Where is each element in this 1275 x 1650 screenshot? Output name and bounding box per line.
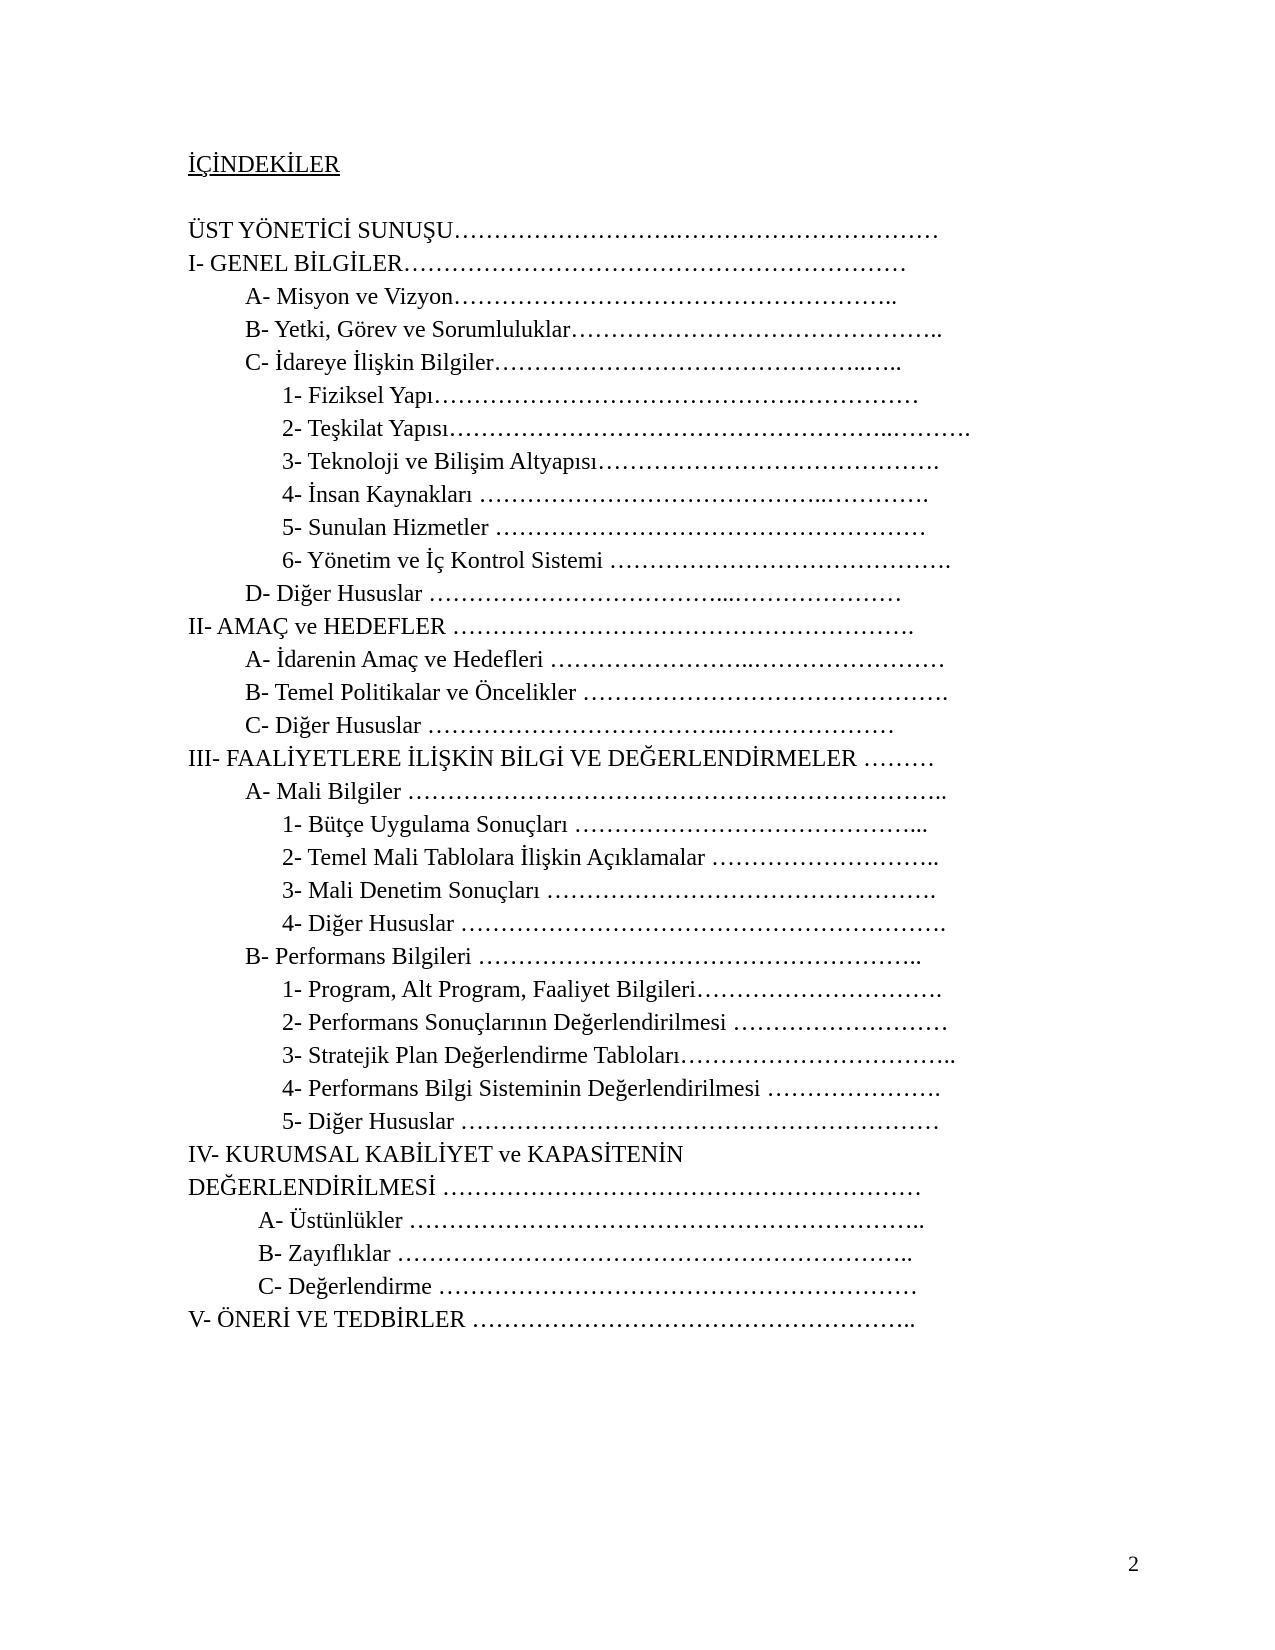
toc-entry: 3- Teknoloji ve Bilişim Altyapısı……………………………………. bbox=[282, 449, 940, 475]
toc-entry: 1- Program, Alt Program, Faaliyet Bilgileri…………………………. bbox=[282, 977, 942, 1003]
toc-entry: 5- Diğer Hususlar …………………………………………………… bbox=[282, 1109, 940, 1135]
toc-entry: V- ÖNERİ VE TEDBİRLER ……………………………………………….. bbox=[188, 1307, 916, 1333]
toc-entry: B- Yetki, Görev ve Sorumluluklar……………………………………….. bbox=[245, 317, 943, 343]
toc-entry: A- İdarenin Amaç ve Hedefleri ……………………..…………………… bbox=[245, 647, 946, 673]
toc-heading: İÇİNDEKİLER bbox=[188, 152, 340, 178]
toc-entry: B- Performans Bilgileri ……………………………………………….. bbox=[245, 944, 922, 970]
toc-entry: D- Diğer Hususlar ………………………………...………………… bbox=[245, 581, 903, 607]
toc-entry: 4- İnsan Kaynakları ……………………………………..…………. bbox=[282, 482, 929, 508]
toc-entry: III- FAALİYETLERE İLİŞKİN BİLGİ VE DEĞERLENDİRMELER ……… bbox=[188, 746, 935, 772]
toc-entry: 2- Teşkilat Yapısı………………………………………………..………. bbox=[282, 416, 971, 442]
toc-entry: 1- Fiziksel Yapı……………………………………….…………… bbox=[282, 383, 920, 409]
toc-entry: 4- Performans Bilgi Sisteminin Değerlendirilmesi …………………. bbox=[282, 1076, 941, 1102]
table-of-contents bbox=[188, 215, 1188, 1337]
page-number: 2 bbox=[1128, 1551, 1139, 1576]
toc-entry: 5- Sunulan Hizmetler ……………………………………………… bbox=[282, 515, 927, 541]
toc-entry: 2- Temel Mali Tablolara İlişkin Açıklamalar ……………………….. bbox=[282, 845, 939, 871]
toc-entry: A- Misyon ve Vizyon……………………………………………….. bbox=[245, 284, 898, 310]
toc-entry: DEĞERLENDİRİLMESİ …………………………………………………… bbox=[188, 1175, 922, 1201]
toc-entry: IV- KURUMSAL KABİLİYET ve KAPASİTENİN bbox=[188, 1142, 684, 1168]
toc-entry: B- Zayıflıklar ……………………………………………………….. bbox=[258, 1241, 913, 1267]
toc-entry: 6- Yönetim ve İç Kontrol Sistemi ……………………………………. bbox=[282, 548, 952, 574]
toc-entry: C- İdareye İlişkin Bilgiler………………………………………..….. bbox=[245, 350, 902, 376]
toc-entry: C- Diğer Hususlar ………………………………..………………… bbox=[245, 713, 895, 739]
toc-entry: 1- Bütçe Uygulama Sonuçları ……………………………………... bbox=[282, 812, 928, 838]
toc-entry: B- Temel Politikalar ve Öncelikler ………………………………………. bbox=[245, 680, 949, 706]
toc-entry: 3- Mali Denetim Sonuçları …………………………………………. bbox=[282, 878, 936, 904]
toc-entry: ÜST YÖNETİCİ SUNUŞU……………………….…………………………… bbox=[188, 218, 940, 244]
toc-entry: C- Değerlendirme …………………………………………………… bbox=[258, 1274, 918, 1300]
toc-entry: A- Mali Bilgiler ………………………………………………………….. bbox=[245, 779, 947, 805]
toc-entry: 4- Diğer Hususlar ……………………………………………………. bbox=[282, 911, 946, 937]
toc-entry: 3- Stratejik Plan Değerlendirme Tabloları…………………………….. bbox=[282, 1043, 956, 1069]
toc-entry: A- Üstünlükler ……………………………………………………….. bbox=[258, 1208, 925, 1234]
toc-entry: 2- Performans Sonuçlarının Değerlendirilmesi ……………………… bbox=[282, 1010, 949, 1036]
toc-entry: I- GENEL BİLGİLER……………………………………………………… bbox=[188, 251, 908, 277]
toc-entry: II- AMAÇ ve HEDEFLER …………………………………………………. bbox=[188, 614, 914, 640]
